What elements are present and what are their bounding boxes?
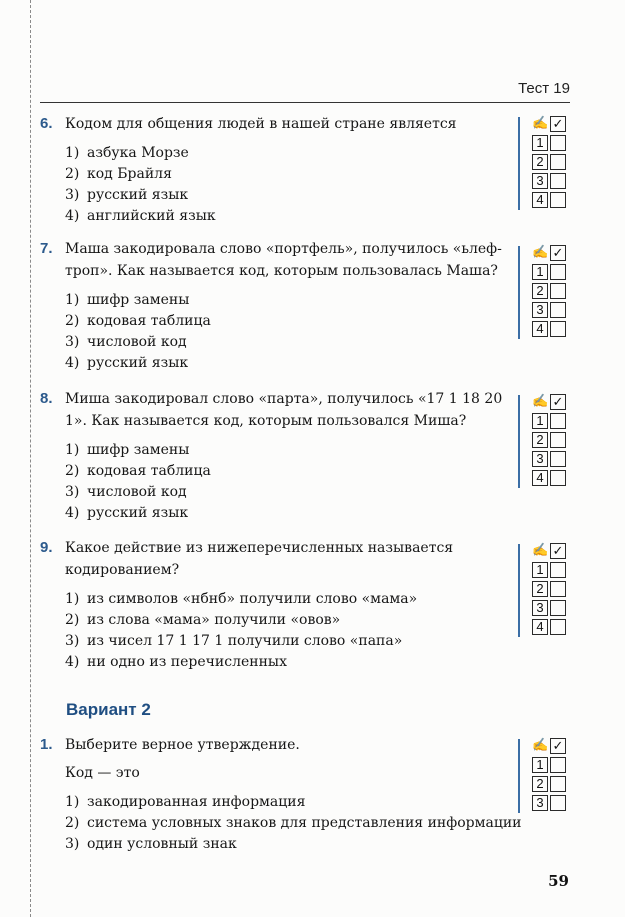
option-2[interactable]: 2) система условных знаков для представления информации <box>65 815 522 831</box>
question-text: Маша закодировала слово «портфель», получилось «ьлеф-троп». Как называется код, которым пользовалась Маша? <box>65 241 502 279</box>
variant-question-1 <box>40 734 522 855</box>
answer-checkbox-4[interactable] <box>550 470 566 486</box>
answer-label: 1 <box>532 562 548 578</box>
answer-checkbox-4[interactable] <box>550 192 566 208</box>
answer-label: 2 <box>532 154 548 170</box>
answer-box-q9 <box>518 542 574 637</box>
answer-box-q6 <box>518 115 574 210</box>
answer-box-q7 <box>518 244 574 339</box>
question-8 <box>40 388 510 524</box>
question-subtext: Код — это <box>65 765 140 781</box>
answer-checkbox-2[interactable] <box>550 154 566 170</box>
question-7 <box>40 238 510 374</box>
answer-box-v2q1 <box>518 737 574 813</box>
binding-cut-line <box>30 0 31 917</box>
question-text: Миша закодировал слово «парта», получилось «17 1 18 20 1». Как называется код, которым пользовался Миша? <box>65 391 503 429</box>
option-1[interactable]: 1) из символов «нбнб» получили слово «мама» <box>65 591 418 607</box>
answer-checkbox-3[interactable] <box>550 173 566 189</box>
answer-box-q8 <box>518 393 574 488</box>
question-number: 9. <box>40 539 53 556</box>
question-text: Кодом для общения людей в нашей стране является <box>65 116 457 132</box>
answer-checkbox-3[interactable] <box>550 302 566 318</box>
check-icon: ✓ <box>550 116 566 132</box>
answer-checkbox-3[interactable] <box>550 451 566 467</box>
pen-icon: ✍ <box>532 393 549 408</box>
answer-checkbox-2[interactable] <box>550 283 566 299</box>
question-number: 8. <box>40 390 53 407</box>
answer-checkbox-1[interactable] <box>550 562 566 578</box>
pen-icon: ✍ <box>532 244 549 259</box>
answer-checkbox-1[interactable] <box>550 757 566 773</box>
answer-label: 3 <box>532 600 548 616</box>
answer-box-rule <box>518 739 520 813</box>
option-1[interactable]: 1) шифр замены <box>65 292 190 308</box>
option-4[interactable]: 4) русский язык <box>65 355 189 371</box>
option-1[interactable]: 1) закодированная информация <box>65 794 306 810</box>
answer-checkbox-2[interactable] <box>550 581 566 597</box>
answer-label: 3 <box>532 173 548 189</box>
option-3[interactable]: 3) из чисел 17 1 17 1 получили слово «папа» <box>65 633 403 649</box>
option-2[interactable]: 2) из слова «мама» получили «овов» <box>65 612 341 628</box>
answer-checkbox-1[interactable] <box>550 413 566 429</box>
option-1[interactable]: 1) шифр замены <box>65 442 190 458</box>
answer-checkbox-3[interactable] <box>550 795 566 811</box>
answer-box-rule <box>518 544 520 637</box>
question-text: Выберите верное утверждение. <box>65 737 300 753</box>
question-number: 1. <box>40 736 53 753</box>
question-6 <box>40 113 510 227</box>
answer-label: 2 <box>532 776 548 792</box>
question-text: Какое действие из нижеперечисленных называется кодированием? <box>65 540 454 578</box>
question-number: 6. <box>40 115 53 132</box>
answer-box-rule <box>518 246 520 339</box>
options-list <box>65 290 510 374</box>
option-4[interactable]: 4) английский язык <box>65 208 216 224</box>
answer-label: 2 <box>532 432 548 448</box>
option-4[interactable]: 4) ни одно из перечисленных <box>65 654 287 670</box>
answer-box-rule <box>518 395 520 488</box>
answer-label: 4 <box>532 321 548 337</box>
options-list <box>65 589 510 673</box>
answer-checkbox-4[interactable] <box>550 321 566 337</box>
option-1[interactable]: 1) азбука Морзе <box>65 145 189 161</box>
option-2[interactable]: 2) кодовая таблица <box>65 313 211 329</box>
answer-label: 1 <box>532 413 548 429</box>
check-icon: ✓ <box>550 738 566 754</box>
answer-label: 1 <box>532 264 548 280</box>
answer-label: 3 <box>532 451 548 467</box>
option-3[interactable]: 3) числовой код <box>65 484 187 500</box>
answer-checkbox-2[interactable] <box>550 776 566 792</box>
question-number: 7. <box>40 240 53 257</box>
question-9 <box>40 537 510 673</box>
answer-label: 4 <box>532 470 548 486</box>
check-icon: ✓ <box>550 245 566 261</box>
answer-label: 4 <box>532 192 548 208</box>
pen-icon: ✍ <box>532 542 549 557</box>
option-2[interactable]: 2) код Брайля <box>65 166 172 182</box>
answer-checkbox-2[interactable] <box>550 432 566 448</box>
pen-icon: ✍ <box>532 737 549 752</box>
answer-checkbox-1[interactable] <box>550 135 566 151</box>
answer-label: 1 <box>532 757 548 773</box>
options-list <box>65 440 510 524</box>
options-list <box>65 792 522 855</box>
running-header <box>40 76 570 103</box>
answer-label: 4 <box>532 619 548 635</box>
check-icon: ✓ <box>550 394 566 410</box>
answer-checkbox-4[interactable] <box>550 619 566 635</box>
answer-box-rule <box>518 117 520 210</box>
pen-icon: ✍ <box>532 115 549 130</box>
page-number: 59 <box>548 872 569 890</box>
answer-label: 3 <box>532 302 548 318</box>
option-2[interactable]: 2) кодовая таблица <box>65 463 211 479</box>
answer-label: 1 <box>532 135 548 151</box>
option-3[interactable]: 3) один условный знак <box>65 836 237 852</box>
check-icon: ✓ <box>550 543 566 559</box>
answer-label: 3 <box>532 795 548 811</box>
option-3[interactable]: 3) русский язык <box>65 187 189 203</box>
answer-checkbox-3[interactable] <box>550 600 566 616</box>
option-4[interactable]: 4) русский язык <box>65 505 189 521</box>
answer-label: 2 <box>532 283 548 299</box>
options-list <box>65 143 510 227</box>
answer-checkbox-1[interactable] <box>550 264 566 280</box>
option-3[interactable]: 3) числовой код <box>65 334 187 350</box>
variant-heading: Вариант 2 <box>66 700 151 719</box>
test-title: Тест 19 <box>518 80 570 97</box>
answer-label: 2 <box>532 581 548 597</box>
